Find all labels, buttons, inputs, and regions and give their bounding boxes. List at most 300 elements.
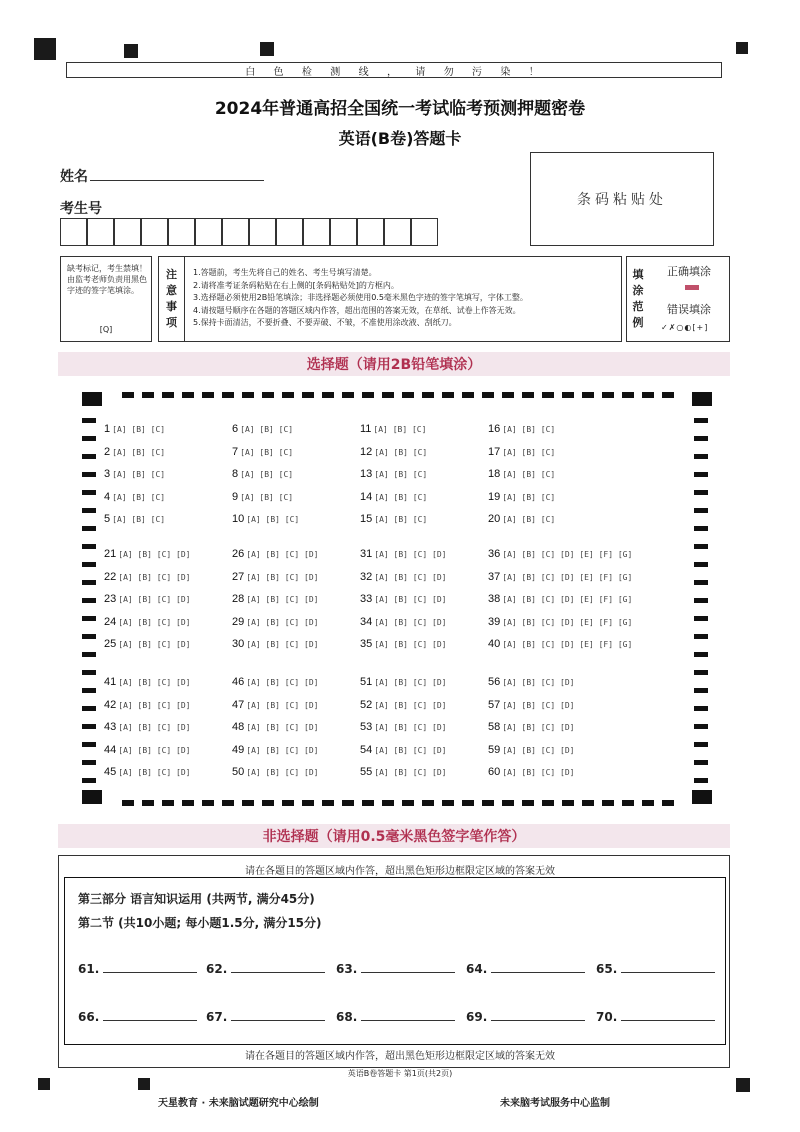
question-number: 19 [488,490,501,503]
blank-69[interactable] [466,1010,585,1024]
answer-bubbles[interactable]: [A] [B] [C] [502,425,556,434]
frame-side-mark [82,418,96,423]
frame-dash [162,800,174,806]
question-48[interactable] [232,721,319,733]
part-heading: 第三部分 语言知识运用 (共两节, 满分45分) [78,892,315,906]
frame-side-mark [694,544,708,549]
question-43[interactable] [104,721,191,733]
question-23[interactable] [104,593,191,605]
question-number: 58 [488,721,501,733]
frame-dash [142,392,154,398]
frame-dash [262,800,274,806]
frame-side-mark [82,688,96,693]
answer-bubbles[interactable]: [A] [B] [C] [502,492,556,502]
question-54[interactable] [360,744,447,756]
question-41[interactable] [104,676,191,688]
answer-bubbles[interactable]: [A] [B] [C] [D] [246,678,319,687]
frame-dash [202,800,214,806]
frame-side-mark [694,616,708,621]
frame-side-mark [694,508,708,513]
frame-dash [642,392,654,398]
question-3[interactable] [104,468,165,480]
frame-dash [522,392,534,398]
frame-side-mark [694,562,708,567]
frame-side-mark [82,436,96,441]
question-number: 6 [232,423,239,435]
frame-dash [482,800,494,806]
question-number: 49 [232,743,245,756]
blank-64[interactable] [466,962,585,976]
answer-bubbles[interactable]: [A] [B] [C] [D] [E] [F] [G] [502,572,633,582]
frame-dash [382,800,394,806]
question-5[interactable] [104,513,165,525]
question-50[interactable] [232,766,319,778]
answer-bubbles[interactable]: [A] [B] [C] [502,470,556,479]
question-number: 12 [360,445,373,458]
blank-62[interactable] [206,962,325,976]
answer-bubbles[interactable]: [A] [B] [C] [112,447,166,457]
question-8[interactable] [232,468,293,480]
blank-number: 65. [596,962,618,976]
question-number: 56 [488,676,501,688]
wrong-fill-label: 错误填涂 [667,303,711,316]
question-60[interactable] [488,766,575,778]
question-number: 5 [104,513,111,525]
candidate-id-digit-box[interactable] [411,218,438,246]
answer-bubbles[interactable]: [A] [B] [C] [D] [374,595,447,604]
question-number: 48 [232,721,245,733]
answer-bubbles[interactable]: [A] [B] [C] [374,515,428,524]
blank-68[interactable] [336,1010,455,1024]
answer-bubbles[interactable]: [A] [B] [C] [D] [246,745,319,755]
frame-dash [382,392,394,398]
page-info: 英语B卷答题卡 第1页(共2页) [347,1069,453,1078]
answer-bubbles[interactable]: [A] [B] [C] [D] [502,745,575,755]
barcode-area: 条码粘贴处 [530,152,714,246]
answer-bubbles[interactable]: [A] [B] [C] [D] [E] [F] [G] [502,617,633,627]
answer-bubbles[interactable]: [A] [B] [C] [D] [118,678,191,687]
question-4[interactable] [104,491,165,503]
question-53[interactable] [360,721,447,733]
question-13[interactable] [360,468,427,480]
blank-number: 67. [206,1010,228,1024]
corner-mark [38,1078,50,1090]
notes-heading-char: 注 [166,268,177,281]
question-number: 3 [104,468,111,480]
answer-bubbles[interactable]: [A] [B] [C] [112,515,166,524]
answer-bubbles[interactable]: [A] [B] [C] [D] [374,678,447,687]
question-number: 36 [488,548,501,560]
question-number: 42 [104,698,117,711]
answer-bubbles[interactable]: [A] [B] [C] [D] [246,723,319,732]
answer-bubbles[interactable]: [A] [B] [C] [112,492,166,502]
fill-heading-char: 涂 [632,284,644,297]
frame-dash [462,392,474,398]
question-55[interactable] [360,766,447,778]
question-number: 55 [360,766,373,778]
question-37[interactable] [488,571,632,583]
frame-side-mark [82,760,96,765]
answer-bubbles[interactable]: [A] [B] [C] [373,425,427,434]
question-56[interactable] [488,676,575,688]
frame-dash [442,392,454,398]
answer-warning-top: 请在各题目的答题区域内作答，超出黑色矩形边框限定区域的答案无效 [245,866,555,877]
answer-bubbles[interactable]: [A] [B] [C] [D] [502,700,575,710]
question-52[interactable] [360,699,447,711]
frame-dash [482,392,494,398]
question-number: 4 [104,490,111,503]
answer-bubbles[interactable]: [A] [B] [C] [D] [502,723,575,732]
answer-bubbles[interactable]: [A] [B] [C] [112,470,166,479]
question-number: 20 [488,513,501,525]
frame-dash [562,800,574,806]
corner-mark [138,1078,150,1090]
answer-bubbles[interactable]: [A] [B] [C] [D] [374,617,447,627]
question-number: 38 [488,593,501,605]
frame-dash [402,392,414,398]
question-51[interactable] [360,676,447,688]
blank-line[interactable] [491,1011,585,1021]
blank-67[interactable] [206,1010,325,1024]
question-20[interactable] [488,513,555,525]
blank-line[interactable] [103,963,197,973]
footer-right: 未来脑考试服务中心监制 [500,1098,610,1109]
frame-side-mark [694,436,708,441]
question-17[interactable] [488,446,555,458]
blank-line[interactable] [361,963,455,973]
question-30[interactable] [232,638,319,650]
notes-heading-char: 事 [166,300,177,313]
notes-list [193,267,528,330]
frame-dash [502,392,514,398]
frame-dash [622,392,634,398]
answer-bubbles[interactable]: [A] [B] [C] [246,515,300,524]
question-number: 25 [104,638,117,650]
candidate-id-digit-box[interactable] [195,218,222,246]
frame-dash [442,800,454,806]
answer-bubbles[interactable]: [A] [B] [C] [D] [246,700,319,710]
absence-mark-text: 缺考标记，考生禁填！由监考老师负责用黑色字迹的签字笔填涂。 [67,264,147,295]
question-number: 32 [360,570,373,583]
question-14[interactable] [360,491,427,503]
answer-bubbles[interactable]: [A] [B] [C] [D] [246,550,319,559]
candidate-id-digit-box[interactable] [357,218,384,246]
frame-side-mark [82,634,96,639]
question-28[interactable] [232,593,319,605]
blank-line[interactable] [103,1011,197,1021]
question-number: 9 [232,490,239,503]
answer-bubbles[interactable]: [A] [B] [C] [D] [502,768,575,777]
fill-example-heading [627,257,649,341]
frame-side-mark [82,706,96,711]
question-number: 22 [104,570,117,583]
blank-number: 63. [336,962,358,976]
candidate-id-digit-box[interactable] [168,218,195,246]
answer-bubbles[interactable]: [A] [B] [C] [D] [246,595,319,604]
candidate-id-digit-box[interactable] [384,218,411,246]
answer-bubbles[interactable]: [A] [B] [C] [D] [118,595,191,604]
answer-bubbles[interactable]: [A] [B] [C] [D] [E] [F] [G] [502,595,633,604]
question-number: 43 [104,721,117,733]
note-line: 5.保持卡面清洁，不要折叠、不要弄破、不皱，不准使用涂改液、刮纸刀。 [193,318,457,327]
blank-line[interactable] [621,1011,715,1021]
question-12[interactable] [360,446,427,458]
blank-61[interactable] [78,962,197,976]
fill-heading-char: 填 [632,268,644,281]
frame-side-mark [694,472,708,477]
question-38[interactable] [488,593,632,605]
answer-bubbles[interactable]: [A] [B] [C] [D] [118,550,191,559]
frame-dash [242,800,254,806]
question-19[interactable] [488,491,555,503]
frame-dash [342,800,354,806]
answer-bubbles[interactable]: [A] [B] [C] [D] [374,640,447,649]
fill-heading-char: 例 [632,316,644,329]
question-22[interactable] [104,571,191,583]
question-57[interactable] [488,699,575,711]
question-number: 59 [488,743,501,756]
question-26[interactable] [232,548,319,560]
question-39[interactable] [488,616,632,628]
question-number: 21 [104,548,117,560]
question-11[interactable] [360,423,426,435]
name-label: 姓名 [60,169,88,185]
frame-side-mark [82,742,96,747]
frame-dash [322,800,334,806]
frame-side-mark [82,508,96,513]
frame-dash [402,800,414,806]
frame-dash [122,392,134,398]
question-46[interactable] [232,676,319,688]
candidate-id-digit-box[interactable] [114,218,141,246]
blank-65[interactable] [596,962,715,976]
answer-bubbles[interactable]: [A] [B] [C] [D] [374,768,447,777]
question-7[interactable] [232,446,293,458]
frame-dash [662,392,674,398]
question-number: 52 [360,698,373,711]
question-32[interactable] [360,571,447,583]
blank-line[interactable] [231,963,325,973]
question-21[interactable] [104,548,191,560]
corner-mark [124,44,138,58]
question-27[interactable] [232,571,319,583]
question-45[interactable] [104,766,191,778]
frame-side-mark [694,634,708,639]
answer-bubbles[interactable]: [A] [B] [C] [D] [246,768,319,777]
question-2[interactable] [104,446,165,458]
frame-side-mark [694,724,708,729]
frame-dash [642,800,654,806]
frame-dash [342,392,354,398]
frame-side-mark [82,544,96,549]
answer-bubbles[interactable]: [A] [B] [C] [D] [118,640,191,649]
frame-dash [522,800,534,806]
frame-side-mark [694,418,708,423]
question-24[interactable] [104,616,191,628]
blank-line[interactable] [621,963,715,973]
answer-bubbles[interactable]: [A] [B] [C] [240,470,294,479]
notes-box [158,256,622,342]
answer-bubbles[interactable]: [A] [B] [C] [D] [118,700,191,710]
candidate-id-digit-box[interactable] [303,218,330,246]
question-number: 30 [232,638,245,650]
question-number: 31 [360,548,373,560]
question-18[interactable] [488,468,555,480]
question-6[interactable] [232,423,293,435]
question-number: 27 [232,570,245,583]
answer-bubbles[interactable]: [A] [B] [C] [374,470,428,479]
answer-bubbles[interactable]: [A] [B] [C] [D] [118,723,191,732]
section-heading: 第二节 (共10小题; 每小题1.5分, 满分15分) [78,916,322,930]
question-number: 18 [488,468,501,480]
question-number: 44 [104,743,117,756]
candidate-id-digit-box[interactable] [60,218,87,246]
question-16[interactable] [488,423,555,435]
candidate-id-digit-box[interactable] [330,218,357,246]
answer-bubbles[interactable]: [A] [B] [C] [240,425,294,434]
question-number: 7 [232,445,239,458]
answer-bubbles[interactable]: [A] [B] [C] [D] [118,768,191,777]
question-25[interactable] [104,638,191,650]
answer-bubbles[interactable]: [A] [B] [C] [D] [374,723,447,732]
frame-dash [242,392,254,398]
frame-side-mark [694,652,708,657]
frame-dash [202,392,214,398]
exam-subtitle: 英语(B卷)答题卡 [338,129,462,148]
candidate-id-digit-box[interactable] [222,218,249,246]
answer-bubbles[interactable]: [A] [B] [C] [D] [118,572,191,582]
frame-side-mark [82,598,96,603]
frame-dash [322,392,334,398]
blank-number: 64. [466,962,488,976]
question-number: 53 [360,721,373,733]
question-number: 54 [360,743,373,756]
name-field[interactable] [90,180,264,181]
blank-line[interactable] [361,1011,455,1021]
question-number: 13 [360,468,373,480]
answer-bubbles[interactable]: [A] [B] [C] [502,515,556,524]
candidate-id-digit-box[interactable] [249,218,276,246]
question-number: 34 [360,615,373,628]
question-number: 45 [104,766,117,778]
candidate-id-digit-box[interactable] [141,218,168,246]
question-44[interactable] [104,744,191,756]
question-number: 51 [360,676,373,688]
corner-mark [34,38,56,60]
frame-dash [282,392,294,398]
question-31[interactable] [360,548,447,560]
frame-side-mark [82,778,96,783]
choice-section-title: 选择题（请用2B铅笔填涂） [58,352,730,376]
blank-number: 70. [596,1010,618,1024]
question-29[interactable] [232,616,319,628]
absence-mark-bubble[interactable]: [Q] [99,325,113,334]
answer-bubbles[interactable]: [A] [B] [C] [D] [E] [F] [G] [502,640,633,649]
frame-side-mark [694,526,708,531]
blank-63[interactable] [336,962,455,976]
answer-bubbles[interactable]: [A] [B] [C] [D] [118,617,191,627]
question-1[interactable] [104,423,165,435]
frame-dash [162,392,174,398]
blank-number: 61. [78,962,100,976]
frame-side-mark [694,670,708,675]
question-58[interactable] [488,721,575,733]
frame-dash [602,392,614,398]
answer-bubbles[interactable]: [A] [B] [C] [240,447,294,457]
answer-bubbles[interactable]: [A] [B] [C] [D] [374,745,447,755]
answer-bubbles[interactable]: [A] [B] [C] [D] [374,700,447,710]
frame-side-mark [82,652,96,657]
answer-bubbles[interactable]: [A] [B] [C] [D] [374,550,447,559]
candidate-id-digit-box[interactable] [276,218,303,246]
question-10[interactable] [232,513,299,525]
frame-side-mark [694,760,708,765]
note-line: 3.选择题必须使用2B铅笔填涂；非选择题必须使用0.5毫米黑色字迹的签字笔填写，字体工整。 [193,293,528,302]
question-number: 8 [232,468,239,480]
question-34[interactable] [360,616,447,628]
frame-side-mark [694,706,708,711]
answer-bubbles[interactable]: [A] [B] [C] [374,492,428,502]
question-number: 26 [232,548,245,560]
corner-mark [260,42,274,56]
question-15[interactable] [360,513,427,525]
answer-bubbles[interactable]: [A] [B] [C] [D] [246,640,319,649]
frame-dash [182,392,194,398]
frame-corner [82,790,102,804]
answer-bubbles[interactable]: [A] [B] [C] [374,447,428,457]
blank-66[interactable] [78,1010,197,1024]
blank-line[interactable] [231,1011,325,1021]
frame-corner [692,392,712,406]
blank-line[interactable] [491,963,585,973]
question-40[interactable] [488,638,632,650]
frame-side-mark [694,742,708,747]
question-35[interactable] [360,638,447,650]
candidate-id-label: 考生号 [60,201,102,217]
blank-number: 66. [78,1010,100,1024]
question-47[interactable] [232,699,319,711]
question-33[interactable] [360,593,447,605]
frame-dash [362,800,374,806]
question-number: 23 [104,593,117,605]
question-59[interactable] [488,744,575,756]
question-36[interactable] [488,548,632,560]
answer-bubbles[interactable]: [A] [B] [C] [D] [374,572,447,582]
corner-mark [736,1078,750,1092]
answer-bubbles[interactable]: [A] [B] [C] [502,447,556,457]
question-9[interactable] [232,491,293,503]
answer-bubbles[interactable]: [A] [B] [C] [D] [502,678,575,687]
answer-bubbles[interactable]: [A] [B] [C] [D] [118,745,191,755]
blank-number: 68. [336,1010,358,1024]
blank-70[interactable] [596,1010,715,1024]
frame-dash [502,800,514,806]
answer-bubbles[interactable]: [A] [B] [C] [D] [246,617,319,627]
frame-side-mark [82,454,96,459]
absence-mark-box[interactable] [60,256,152,342]
answer-bubbles[interactable]: [A] [B] [C] [240,492,294,502]
frame-dash [222,392,234,398]
answer-bubbles[interactable]: [A] [B] [C] [112,425,166,434]
candidate-id-digit-box[interactable] [87,218,114,246]
question-number: 41 [104,676,117,688]
answer-bubbles[interactable]: [A] [B] [C] [D] [E] [F] [G] [502,550,633,559]
question-49[interactable] [232,744,319,756]
frame-side-mark [694,580,708,585]
answer-bubbles[interactable]: [A] [B] [C] [D] [246,572,319,582]
question-42[interactable] [104,699,191,711]
question-number: 50 [232,766,245,778]
